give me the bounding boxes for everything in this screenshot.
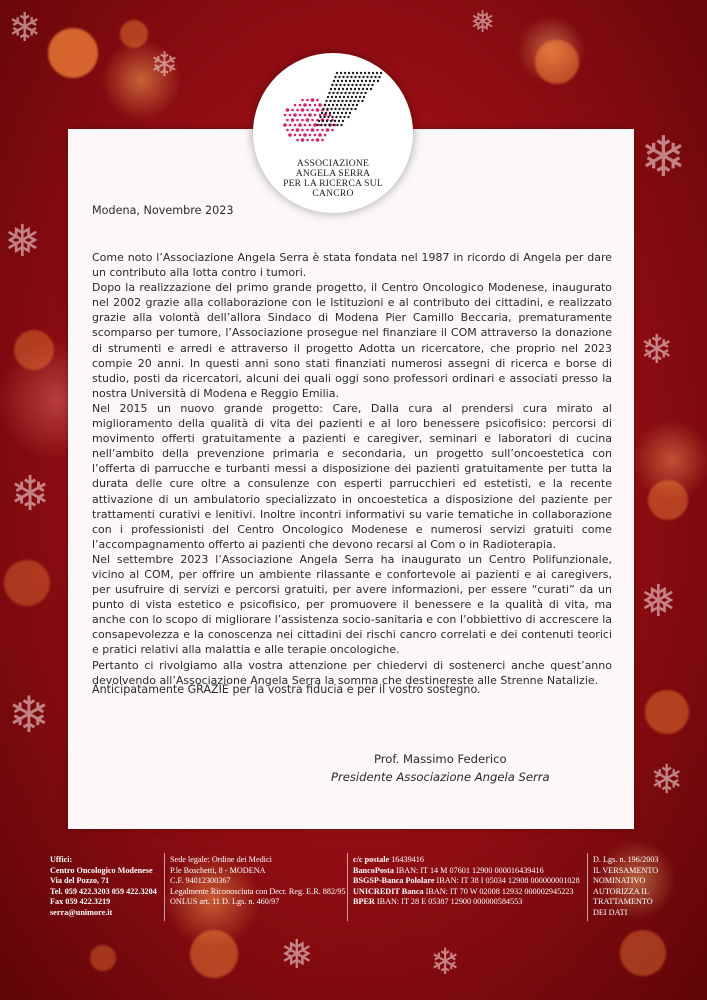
logo-dot	[301, 99, 304, 102]
logo-dot	[344, 92, 346, 94]
logo-dot	[328, 124, 330, 126]
logo-dot	[321, 112, 323, 114]
logo-dot	[316, 124, 318, 126]
legal-line: Sede legale: Ordine dei Medici	[170, 855, 272, 864]
letter-body	[92, 250, 612, 688]
logo-dot	[311, 128, 315, 132]
footer-divider	[587, 853, 588, 921]
logo-dot	[296, 139, 299, 142]
logo-dot	[340, 72, 342, 74]
logo-dot	[309, 104, 312, 107]
offices-line: Via del Pozzo, 71	[50, 876, 110, 885]
logo-dot	[353, 100, 355, 102]
logo-dot	[378, 76, 380, 78]
logo-dot	[306, 139, 309, 142]
logo-dot	[357, 100, 359, 102]
logo-dot	[337, 112, 339, 114]
logo-dot	[325, 112, 327, 114]
logo-dot	[366, 88, 368, 90]
logo-dot	[331, 84, 333, 86]
logo-dot	[351, 96, 353, 98]
bank-name: BancoPosta	[353, 865, 394, 875]
offices-title: Uffici:	[50, 855, 73, 864]
snowflake-icon: ❄	[8, 5, 42, 51]
logo-dot	[356, 104, 358, 106]
logo-dot	[296, 119, 299, 122]
logo-dot	[324, 124, 326, 126]
logo-dot	[306, 109, 309, 112]
logo-dot	[347, 116, 349, 118]
logo-dot	[319, 116, 321, 118]
paragraph: Nel 2015 un nuovo grande progetto: Care, Dalla cura al prendersi cura mirato al miglioramento della qualità di vita dei pazienti e al loro benessere psicofisico: percorsi di movimento offerti gratuitamente a pazienti e caregiver, seminari e laboratori di cucina nell’ambito della prevenzione primaria e secondaria, un progetto sull’oncoestetica con l’offerta di parrucche e turbanti messi a disposizione dei pazienti gratuitamente per tutta la durata delle cure oltre a consulenze con esperti parrucchieri ed estetisti, e la recente attivazione di un ambulatorio specializzato in oncoestetica a disposizione del paziente per trattamenti curativi e lenitivi. Inoltre incontri informativi su varie tematiche in collaborazione con i professionisti del Centro Oncologico Modenese e numerosi servizi gratuiti come l’accompagnamento offerto ai pazienti che devono recarsi al Com o in Radioterapia.	[92, 401, 612, 551]
logo-dot	[335, 116, 337, 118]
logo-dot	[346, 88, 348, 90]
bank-iban: IBAN: IT 14 M 07601 12900 000016439416	[395, 865, 544, 875]
bokeh-light	[120, 20, 148, 48]
logo-dot	[343, 116, 345, 118]
logo-dot	[336, 104, 338, 106]
legal-line: ONLUS art. 11 D. Lgs. n. 460/97	[170, 897, 280, 906]
logo-dot	[332, 92, 334, 94]
logo-dot	[330, 120, 332, 122]
postal-number: 16439416	[391, 855, 424, 864]
logo-dot	[340, 104, 342, 106]
logo-dot	[339, 84, 341, 86]
logo-dot	[294, 134, 297, 137]
logo-dot	[351, 84, 353, 86]
logo-dot	[358, 88, 360, 90]
decree-line: AUTORIZZA IL	[593, 886, 650, 896]
signature-role: Presidente Associazione Angela Serra	[331, 770, 550, 784]
logo-dot	[327, 96, 329, 98]
logo-dot	[336, 124, 338, 126]
logo-dot	[338, 120, 340, 122]
logo-dot	[325, 100, 327, 102]
logo-line: CANCRO	[312, 188, 354, 199]
logo-line: ASSOCIAZIONE	[296, 158, 370, 169]
logo-dot	[350, 88, 352, 90]
logo-dot	[338, 76, 340, 78]
logo-dot	[301, 129, 304, 132]
logo-dot	[342, 108, 344, 110]
logo-dot	[316, 99, 319, 102]
logo-dot	[332, 124, 334, 126]
logo-dot	[358, 76, 360, 78]
decree-line: DEI DATI	[593, 907, 628, 917]
snowflake-icon: ❄	[430, 942, 461, 983]
logo-dot	[368, 72, 370, 74]
logo-dot	[294, 124, 297, 127]
logo-dot	[337, 100, 339, 102]
logo-dot	[347, 84, 349, 86]
logo-dot	[374, 76, 376, 78]
bokeh-light	[190, 930, 238, 978]
logo-dot	[372, 72, 374, 74]
logo-dot	[308, 113, 312, 117]
bokeh-light	[48, 28, 98, 78]
logo-dot	[360, 92, 362, 94]
logo-dot	[345, 80, 347, 82]
logo-dot	[301, 119, 304, 122]
snowflake-icon: ❄	[8, 686, 50, 744]
logo-dot	[356, 72, 358, 74]
logo-dot	[357, 80, 359, 82]
paragraph: Pertanto ci rivolgiamo alla vostra attenzione per chiedervi di sostenerci anche quest’anno devolvendo all’Associazione Angela Serra la somma che destinereste alle Strenne Natalizie.	[92, 658, 612, 687]
logo-dot	[321, 139, 324, 142]
logo-dot	[322, 120, 324, 122]
bokeh-light	[535, 40, 579, 84]
logo-dot	[350, 108, 352, 110]
logo-dot	[373, 80, 375, 82]
logo-dot	[298, 123, 302, 127]
logo-dot	[324, 134, 327, 137]
offices-email: serra@unimore.it	[50, 907, 113, 917]
logo-dot	[370, 88, 372, 90]
logo-dot	[331, 96, 333, 98]
logo-dot	[350, 76, 352, 78]
logo-dot	[293, 113, 297, 117]
paragraph: Nel settembre 2023 l’Associazione Angela Serra ha inaugurato un Centro Polifunzionale, vicino al COM, per offrire un ambiente rilassante e confortevole ai pazienti e ai caregivers, per usufruire di servizi e percorsi gratuiti, per avere informazioni, per essere “curati” da un punto di vista estetico e psicofisico, per promuovere il benessere e la qualità di vita, ma anche con lo scopo di migliorare l’assistenza socio-sanitaria e con l’obbiettivo di accrescere la consapevolezza e la conoscenza nei cittadini dei rischi cancro correlati e dei contenuti teorici e pratici relativi alla malattia e alle terapie oncologiche.	[92, 552, 612, 657]
paragraph: Come noto l’Associazione Angela Serra è stata fondata nel 1987 in ricordo di Angela per dare un contributo alla lotta contro i tumori.	[92, 251, 612, 280]
legal-line: Legalmente Riconosciuta con Decr. Reg. E.R. 882/95	[170, 886, 346, 896]
logo-dot	[334, 120, 336, 122]
logo-dot	[349, 80, 351, 82]
bank-name: BSGSP-Banca Pololare	[353, 876, 435, 885]
logo-dot	[354, 108, 356, 110]
logo-dot	[342, 88, 344, 90]
logo-dot	[337, 80, 339, 82]
logo-dot	[369, 80, 371, 82]
logo-dot	[291, 109, 294, 112]
logo-dot	[336, 92, 338, 94]
logo-dot	[352, 72, 354, 74]
logo-dot	[377, 80, 379, 82]
logo-dot	[296, 128, 300, 132]
logo-dot	[380, 72, 382, 74]
logo-dot	[329, 112, 331, 114]
logo-dot	[311, 109, 314, 112]
logo-dot	[336, 72, 338, 74]
logo-dot	[316, 138, 320, 142]
logo-dot	[327, 116, 329, 118]
decree-line: IL VERSAMENTO	[593, 865, 659, 875]
logo-dot	[333, 100, 335, 102]
logo-dot	[347, 96, 349, 98]
logo-dot	[316, 108, 320, 112]
logo-dot	[363, 84, 365, 86]
footer-divider	[347, 853, 348, 921]
bank-name: UNICREDIT Banca	[353, 886, 424, 896]
snowflake-icon: ❅	[280, 932, 314, 978]
logo-dot	[331, 129, 334, 132]
snowflake-icon: ❄	[10, 466, 51, 522]
logo-dot	[291, 118, 295, 122]
logo-dot	[309, 134, 312, 137]
bokeh-light	[14, 330, 54, 370]
logo-dot	[304, 114, 307, 117]
logo-dot	[286, 129, 289, 132]
logo-dot	[333, 80, 335, 82]
logo-dot	[341, 112, 343, 114]
logo-dot	[324, 104, 326, 106]
logo-dot	[328, 92, 330, 94]
logo-dot	[306, 99, 309, 102]
decree-line: D. Lgs. n. 196/2003	[593, 855, 659, 864]
logo-dot	[286, 119, 289, 122]
logo-dot	[355, 84, 357, 86]
logo-dot	[352, 104, 354, 106]
thanks-line: Anticipatamente GRAZIE per la vostra fiducia e per il vostro sostegno.	[92, 683, 481, 696]
logo-dot	[326, 120, 328, 122]
logo-dot	[339, 96, 341, 98]
logo-dot	[334, 88, 336, 90]
letter-date: Modena, Novembre 2023	[92, 204, 234, 217]
logo-dot	[345, 112, 347, 114]
logo-dot	[330, 88, 332, 90]
snowflake-icon: ❅	[640, 576, 677, 627]
logo-dot	[343, 96, 345, 98]
logo-dot	[323, 116, 325, 118]
logo-dot	[343, 84, 345, 86]
logo-line: ANGELA SERRA	[295, 168, 371, 179]
logo-dot	[348, 92, 350, 94]
logo-dot	[340, 124, 342, 126]
logo-dot	[296, 109, 299, 112]
logo-dot	[304, 124, 307, 127]
logo-dot	[352, 92, 354, 94]
logo-dot	[326, 108, 328, 110]
logo-dot	[316, 129, 319, 132]
logo-dot	[299, 114, 302, 117]
logo-dot	[299, 104, 302, 107]
logo-dot	[314, 104, 317, 107]
offices-line: Centro Oncologico Modenese	[50, 865, 153, 875]
bokeh-light	[648, 480, 688, 520]
bank-iban: IBAN: IT 70 W 02008 12932 000002945223	[425, 886, 574, 896]
bokeh-light	[4, 560, 50, 606]
footer-info	[46, 847, 662, 927]
bokeh-light	[90, 945, 116, 971]
logo-dot	[331, 116, 333, 118]
logo-dot	[376, 72, 378, 74]
logo-dot	[342, 76, 344, 78]
logo-dot	[364, 72, 366, 74]
logo-dot	[309, 124, 312, 127]
logo-mark-icon	[277, 67, 389, 157]
bokeh-light	[620, 930, 666, 976]
logo-dot	[355, 96, 357, 98]
logo-dot	[338, 108, 340, 110]
decree-line: TRATTAMENTO	[593, 897, 653, 906]
logo-dot	[344, 72, 346, 74]
bank-name: BPER	[353, 897, 375, 906]
logo-dot	[346, 108, 348, 110]
bank-iban: IBAN: IT 28 E 05387 12900 000000584553	[376, 897, 523, 906]
logo-dot	[345, 100, 347, 102]
logo-dot	[326, 128, 330, 132]
logo-line: PER LA RICERCA SUL	[283, 178, 383, 189]
logo-dot	[321, 129, 324, 132]
logo-dot	[353, 80, 355, 82]
logo-dot	[301, 138, 305, 142]
logo-dot	[360, 72, 362, 74]
bokeh-light	[645, 690, 689, 734]
logo-dot	[341, 100, 343, 102]
logo-dot	[306, 129, 309, 132]
logo-dot	[363, 96, 365, 98]
logo-dot	[284, 114, 287, 117]
logo-dot	[314, 134, 317, 137]
bank-iban: IBAN: IT 38 I 05034 12908 000000001028	[436, 876, 580, 885]
logo-dot	[299, 134, 302, 137]
logo-dot	[348, 104, 350, 106]
offices-line: Fax 059 422.3219	[50, 897, 111, 906]
logo-dot	[344, 104, 346, 106]
logo-dot	[311, 98, 315, 102]
logo-dot	[318, 103, 322, 107]
logo-dot	[342, 120, 344, 122]
logo-dot	[340, 92, 342, 94]
logo-dot	[354, 76, 356, 78]
logo-dot	[294, 104, 297, 107]
logo-dot	[314, 114, 317, 117]
logo-dot	[341, 80, 343, 82]
logo-dot	[335, 96, 337, 98]
logo-dot	[338, 88, 340, 90]
legal-line: P.le Boschetti, 8 - MODENA	[170, 865, 266, 875]
snowflake-icon: ❅	[4, 216, 41, 267]
snowflake-icon: ❄	[650, 757, 684, 803]
logo-dot	[306, 118, 310, 122]
logo-dot	[330, 108, 332, 110]
logo-dot	[362, 76, 364, 78]
footer-offices	[50, 855, 157, 918]
logo-dot	[367, 84, 369, 86]
logo-dot	[346, 76, 348, 78]
logo-dot	[311, 119, 314, 122]
postal-label: c/c postale	[353, 855, 390, 864]
logo-dot	[348, 72, 350, 74]
logo-dot	[361, 80, 363, 82]
logo-dot	[354, 88, 356, 90]
logo-text	[253, 159, 413, 199]
logo-dot	[289, 114, 292, 117]
logo-dot	[339, 116, 341, 118]
footer-legal	[170, 855, 346, 908]
logo-dot	[371, 84, 373, 86]
snowflake-icon: ❄	[640, 125, 687, 190]
logo-dot	[303, 103, 307, 107]
logo-dot	[362, 88, 364, 90]
snowflake-icon: ❅	[470, 5, 496, 40]
logo-dot	[328, 104, 330, 106]
signature-name: Prof. Massimo Federico	[374, 752, 507, 766]
logo-dot	[332, 104, 334, 106]
footer-decree	[593, 855, 659, 918]
logo-dot	[364, 92, 366, 94]
logo-dot	[303, 133, 307, 137]
logo-dot	[333, 112, 335, 114]
legal-line: C.F. 94012300367	[170, 876, 231, 885]
logo-dot	[288, 133, 292, 137]
logo-dot	[361, 100, 363, 102]
logo-dot	[349, 100, 351, 102]
logo-dot	[366, 76, 368, 78]
snowflake-icon: ❄	[150, 45, 179, 85]
logo-dot	[318, 120, 320, 122]
footer-banks	[353, 855, 580, 908]
logo-dot	[356, 92, 358, 94]
footer-divider	[164, 853, 165, 921]
logo-dot	[318, 133, 322, 137]
logo-dot	[322, 108, 324, 110]
offices-line: Tel. 059 422.3203 059 422.3204	[50, 886, 157, 896]
logo-dot	[320, 124, 322, 126]
logo-dot	[334, 108, 336, 110]
logo-dot	[349, 112, 351, 114]
logo-dot	[359, 84, 361, 86]
logo-dot	[291, 129, 294, 132]
paragraph: Dopo la realizzazione del primo grande progetto, il Centro Oncologico Modenese, inaugurato nel 2002 grazie alla collaborazione con le Istituzioni e al contributo dei cittadini, e realizzato grazie alla volontà dell’allora Sindaco di Modena Pier Camillo Beccaria, prematuramente scomparso per tumore, l’Associazione prosegue nel finanziare il COM attraverso la donazione di strumenti e arredi e attraverso il progetto Adotta un ricercatore, che proprio nel 2023 compie 20 anni. In questi anni sono stati finanziati numerosi assegni di ricerca e borse di studio, posti da ricercatori, alcuni dei quali oggi sono professori ordinari e associati presso la nostra Università di Modena e Reggio Emilia.	[92, 281, 612, 400]
logo-dot	[289, 124, 292, 127]
logo-dot	[329, 100, 331, 102]
snowflake-icon: ❄	[640, 327, 674, 373]
logo-dot	[370, 76, 372, 78]
logo-dot	[283, 123, 287, 127]
logo-dot	[365, 80, 367, 82]
association-logo	[253, 53, 413, 213]
decree-line: NOMINATIVO	[593, 876, 646, 885]
logo-dot	[286, 108, 290, 112]
logo-dot	[313, 123, 317, 127]
logo-dot	[359, 96, 361, 98]
logo-dot	[311, 139, 314, 142]
logo-dot	[335, 84, 337, 86]
logo-dot	[334, 76, 336, 78]
logo-dot	[301, 108, 305, 112]
